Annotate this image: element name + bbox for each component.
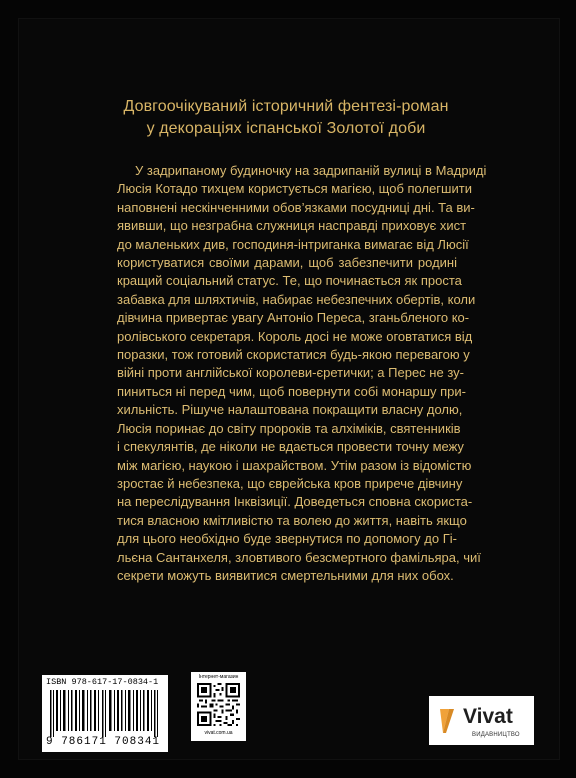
- description: [117, 162, 487, 585]
- description-line: У задрипаному будиночку на задрипаній вулиці в Мадриді: [135, 163, 487, 178]
- description-line: на переслідування Інквізиції. Доведеться сповна скориста-: [117, 494, 473, 510]
- description-line: Люсія поринає до світу пророків та алхіміків, святенників: [117, 420, 461, 436]
- publisher-name: Vivat: [463, 705, 513, 728]
- publisher-logo: [429, 696, 534, 745]
- barcode-icon: [50, 690, 160, 737]
- description-line: кращий соціальний статус. Те, що починається як проста: [117, 273, 462, 289]
- description-line: війні проти англійської королеви-єретички; а Перес не зу-: [117, 365, 464, 381]
- description-line: між магією, наукою і шахрайством. Утім разом із відомістю: [117, 457, 472, 473]
- shop-qr-block[interactable]: [191, 672, 246, 741]
- qr-code-icon[interactable]: [197, 683, 240, 726]
- isbn-barcode-block: [42, 675, 168, 752]
- isbn-label: ISBN 978-617-17-0834-1: [46, 677, 159, 687]
- description-line: льєна Сантанхеля, зловтивого безсмертного фамільяра, чиї: [117, 549, 481, 565]
- description-line: Люсія Котадо тихцем користується магією, щоб полегшити: [117, 181, 472, 197]
- description-line: явивши, що незграбна служниця насправді приховує хист: [117, 218, 467, 234]
- description-line: до маленьких див, господиня-інтриганка вимагає від Люсії: [117, 236, 469, 252]
- description-line: хильність. Рішуче налаштована покращити власну долю,: [117, 402, 463, 418]
- description-line: і спекулянтів, де ніколи не вдається провести точну межу: [117, 439, 464, 455]
- tagline-line-1: Довгоочікуваний історичний фентезі-роман: [123, 98, 449, 115]
- description-line: забавка для шляхтичів, набирає небезпечних обертів, коли: [117, 291, 476, 307]
- vivat-logo-icon: [438, 705, 456, 737]
- description-line: тися власною кмітливістю та волею до життя, навіть якщо: [117, 512, 467, 528]
- description-line: пиниться ні перед чим, щоб повернути собі монаршу при-: [117, 383, 467, 399]
- shop-url[interactable]: vivat.com.ua: [204, 730, 233, 736]
- publisher-subtitle: ВИДАВНИЦТВО: [472, 732, 520, 738]
- description-line: секрети можуть виявитися смертельними для них обох.: [117, 567, 454, 583]
- barcode-number: 9 786171 708341: [46, 736, 161, 748]
- shop-label: Інтернет-магазин: [198, 674, 239, 680]
- description-line: зростає й небезпека, що єврейська кров прирече дівчину: [117, 475, 463, 491]
- tagline-line-2: у декораціях іспанської Золотої доби: [146, 120, 426, 137]
- description-line: ролівського секретаря. Король досі не може оговтатися від: [117, 328, 473, 344]
- description-line: для цього необхідно буде звернутися по допомогу до Гі-: [117, 531, 457, 547]
- description-line: поразки, тож готовий скористатися будь-якою перевагою у: [117, 347, 470, 363]
- description-line: наповнені нескінченними обов’язками посудниці дні. Та ви-: [117, 199, 475, 215]
- description-line: користуватися своїми дарами, щоб забезпечити родині: [117, 255, 457, 271]
- tagline: [106, 96, 466, 140]
- description-line: дівчина привертає увагу Антоніо Переса, зганьбленого ко-: [117, 310, 470, 326]
